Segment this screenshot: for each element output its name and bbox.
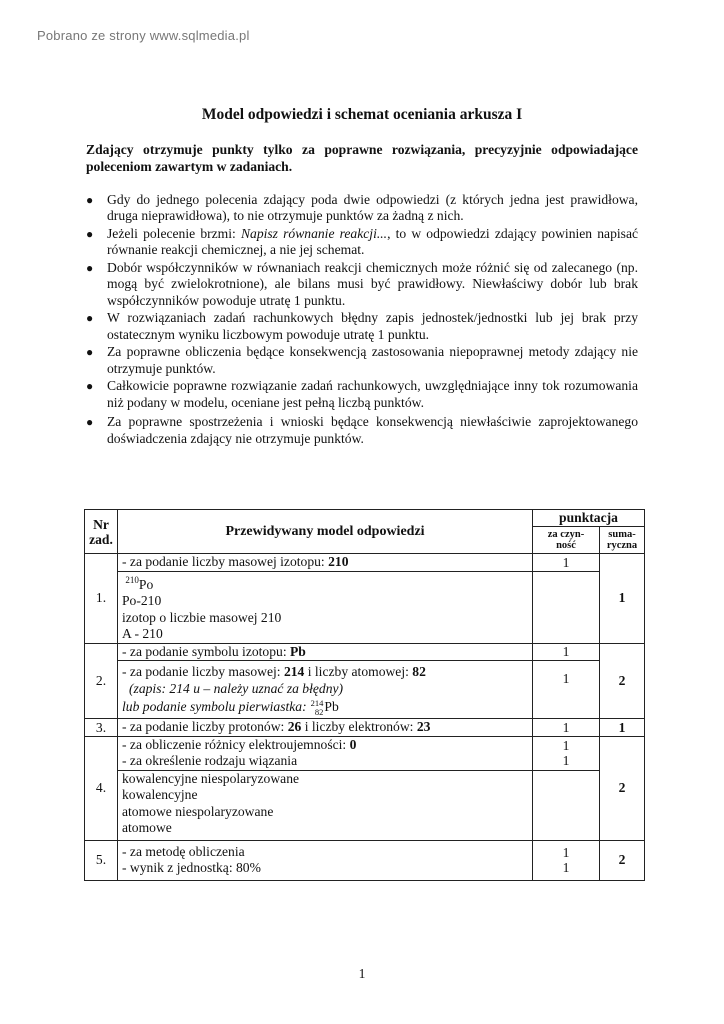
answer-cell: [118, 719, 533, 737]
rule-item: [86, 310, 638, 343]
points-value: 1: [562, 753, 570, 769]
rule-item: [86, 226, 638, 259]
sum-points-cell: 1: [600, 554, 645, 644]
answer-note: (zapis: 214 u – należy uznać za błędny): [129, 680, 344, 696]
header-punktacja: punktacja: [533, 510, 645, 527]
document-title: Model odpowiedzi i schemat oceniania arkusza I: [201, 106, 523, 123]
isotope-notation: [122, 572, 528, 594]
answer-text: i liczby elektronów:: [301, 719, 417, 735]
answer-text: lub podanie symbolu pierwiastka:: [122, 699, 307, 714]
atomic-number: 82: [314, 706, 324, 717]
table-row: [85, 736, 645, 770]
source-watermark: Pobrano ze strony www.sqlmedia.pl: [37, 28, 250, 43]
table-row: [85, 840, 645, 880]
answer-value: 210: [328, 554, 349, 569]
header-model: Przewidywany model odpowiedzi: [118, 510, 533, 554]
header-line: ność: [556, 540, 576, 551]
answer-cell: [118, 736, 533, 770]
rule-text: Całkowicie poprawne rozwiązanie zadań rachunkowych, uwzględniające inny tok rozumowania niż podany w modelu, oceniane jest pełną liczbą punktów.: [107, 378, 638, 410]
header-line: ryczna: [606, 540, 638, 551]
points-value: 1: [562, 860, 570, 876]
answer-text: - za metodę obliczenia: [122, 843, 245, 859]
rule-text: Za poprawne spostrzeżenia i wnioski będące konsekwencją niewłaściwie zaprojektowanego doświadczenia zdający nie otrzymuje punktów.: [107, 414, 638, 446]
points-value: 1: [562, 845, 570, 861]
rule-item: [86, 378, 638, 411]
grading-rules-list: [86, 192, 638, 448]
nuclide-stack: [311, 699, 324, 716]
answer-line: [122, 737, 528, 754]
answer-text: atomowe niespolaryzowane: [122, 803, 274, 819]
table-row: [85, 719, 645, 737]
answer-value: 82: [412, 664, 426, 679]
points-cell: [533, 840, 600, 880]
bullet-icon: ●: [86, 261, 94, 275]
answer-text: - za obliczenie różnicy elektroujemności:: [122, 736, 350, 752]
rule-text: Dobór współczynników w równaniach reakcji chemicznych może różnić się od zalecanego (np. mogą być zwielokrotnione), ale bilans musi być prawidłowy. Niewłaściwy dobór lub brak współczynników powoduje utratę 1 punktu.: [107, 260, 638, 308]
header-line: za czyn-: [547, 528, 585, 540]
sum-points-cell: 2: [600, 643, 645, 719]
rule-item: [86, 344, 638, 377]
question-number: 1.: [85, 554, 118, 644]
answer-value: 26: [287, 719, 302, 735]
points-cell: 1: [533, 719, 600, 737]
points-cell: [533, 736, 600, 770]
answer-text: Po-210: [122, 593, 162, 608]
answer-value: 23: [416, 719, 431, 735]
table-row: [85, 770, 645, 840]
element-symbol: Po: [138, 576, 154, 592]
bullet-icon: ●: [86, 379, 94, 394]
answer-line: [122, 664, 528, 681]
answer-value: Pb: [290, 643, 306, 659]
header-nr-line: zad.: [89, 531, 113, 547]
bullet-icon: ●: [86, 345, 94, 360]
answer-cell: [118, 643, 533, 661]
answer-cell: [118, 661, 533, 719]
intro-paragraph: Zdający otrzymuje punkty tylko za poprawne rozwiązania, precyzyjnie odpowiadające poleceniom zawartym w zadaniach.: [86, 142, 638, 174]
header-line: suma-: [608, 528, 636, 540]
points-cell: [533, 571, 600, 643]
answer-text: kowalencyjne: [122, 787, 198, 803]
answer-text: - wynik z jednostką: 80%: [122, 860, 261, 876]
bullet-icon: ●: [86, 227, 94, 241]
answer-text: - za podanie liczby masowej izotopu:: [122, 554, 329, 569]
sum-points-cell: 2: [600, 736, 645, 840]
answer-cell: [118, 571, 533, 643]
table-row: [85, 571, 645, 643]
question-number: 3.: [85, 719, 118, 737]
points-cell: 1: [533, 661, 600, 719]
points-cell: 1: [533, 643, 600, 661]
sum-points-cell: 1: [600, 719, 645, 737]
answer-value: 214: [283, 664, 305, 679]
header-nr-line: Nr: [93, 516, 109, 532]
answer-cell: [118, 840, 533, 880]
sum-points-cell: 2: [600, 840, 645, 880]
answer-text: kowalencyjne niespolaryzowane: [122, 770, 300, 786]
answer-text: - za podanie liczby protonów:: [122, 719, 288, 735]
bullet-icon: ●: [86, 311, 94, 326]
page-number: 1: [358, 966, 366, 981]
rule-text: , to w odpowiedzi zdający powinien napisać równanie reakcji chemicznej, a nie jej schemat.: [107, 226, 639, 258]
answer-text: i liczby atomowej:: [304, 664, 413, 679]
table-header-row: [85, 510, 645, 527]
mass-number: 210: [125, 574, 139, 585]
answer-text: - za podanie liczby masowej:: [122, 664, 284, 679]
scoring-table: [84, 509, 645, 881]
answer-text: A - 210: [122, 626, 163, 641]
points-cell: [533, 770, 600, 840]
header-za-czynnosc: [533, 527, 600, 554]
points-cell: 1: [533, 554, 600, 572]
rule-item: [86, 260, 638, 309]
element-symbol: Pb: [324, 699, 339, 714]
bullet-icon: ●: [86, 415, 94, 430]
rule-item: [86, 414, 638, 447]
rule-text: W rozwiązaniach zadań rachunkowych błędny zapis jednostek/jednostki lub jej brak przy ostatecznym wyniku liczbowym powoduje utratę 1 punktu.: [107, 310, 638, 342]
answer-cell: [118, 770, 533, 840]
table-row: [85, 554, 645, 572]
question-number: 2.: [85, 643, 118, 719]
rule-item: [86, 192, 638, 225]
rule-text: Gdy do jednego polecenia zdający poda dwie odpowiedzi (z których jedna jest prawidłowa, druga nieprawidłowa), to nie otrzymuje punktów za żadną z nich.: [107, 192, 638, 224]
table-row: [85, 643, 645, 661]
table-row: [85, 661, 645, 719]
answer-text: - za podanie symbolu izotopu:: [122, 643, 290, 659]
answer-text: - za określenie rodzaju wiązania: [122, 753, 298, 769]
header-sumaryczna: [600, 527, 645, 554]
mass-number: 214: [310, 698, 324, 709]
answer-value: 0: [349, 736, 357, 752]
rule-text-italic: Napisz równanie reakcji...: [240, 226, 388, 241]
bullet-icon: ●: [86, 193, 94, 207]
question-number: 5.: [85, 840, 118, 880]
question-number: 4.: [85, 736, 118, 840]
rule-text: Za poprawne obliczenia będące konsekwencją zastosowania niepoprawnej metody zdający nie otrzymuje punktów.: [107, 344, 638, 376]
answer-line: [122, 699, 528, 716]
answer-text: atomowe: [122, 820, 172, 836]
answer-cell: [118, 554, 533, 572]
header-nr: [85, 510, 118, 554]
rule-text: Jeżeli polecenie brzmi:: [107, 226, 241, 241]
points-value: 1: [562, 738, 570, 754]
answer-text: izotop o liczbie masowej 210: [122, 609, 282, 625]
